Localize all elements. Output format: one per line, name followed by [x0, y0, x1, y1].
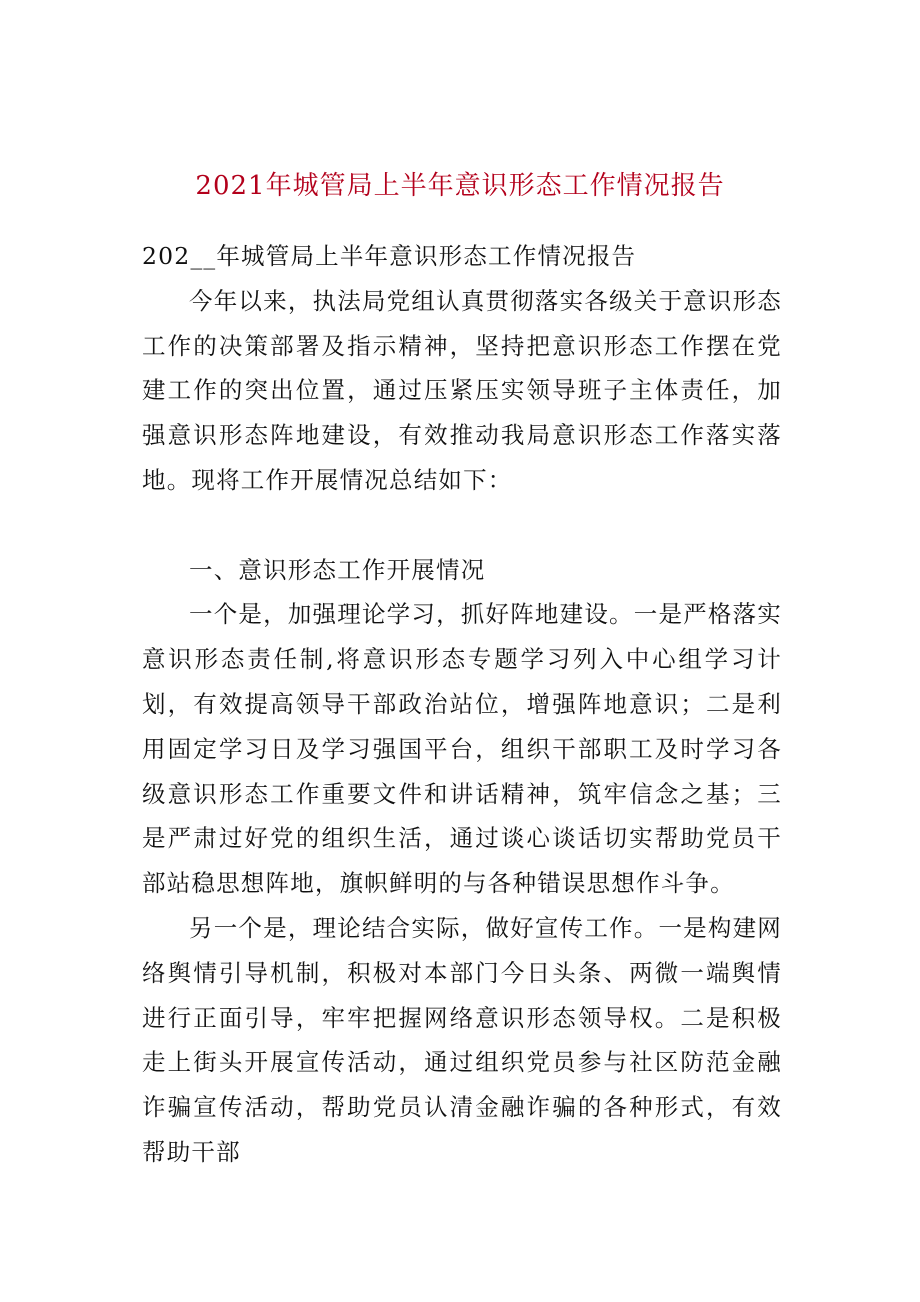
body-paragraph: 另一个是，理论结合实际，做好宣传工作。一是构建网络舆情引导机制，积极对本部门今日头条、两微一端舆情进行正面引导，牢牢把握网络意识形态领导权。二是积极走上街头开展宣传活动，通过组织党员参与社区防范金融诈骗宣传活动，帮助党员认清金融诈骗的各种形式，有效帮助干部: [142, 913, 782, 1166]
document-subtitle: 202__年城管局上半年意识形态工作情况报告: [142, 242, 637, 270]
document-body: [142, 234, 782, 1175]
section-heading: 一、意识形态工作开展情况: [189, 555, 486, 584]
body-paragraph: 一个是，加强理论学习，抓好阵地建设。一是严格落实意识形态责任制,将意识形态专题学习列入中心组学习计划，有效提高领导干部政治站位，增强阵地意识；二是利用固定学习日及学习强国平台，组织干部职工及时学习各级意识形态工作重要文件和讲话精神，筑牢信念之基；三是严肃过好党的组织生活，通过谈心谈话切实帮助党员干部站稳思想阵地，旗帜鲜明的与各种错误思想作斗争。: [142, 600, 782, 898]
document-title: 2021年城管局上半年意识形态工作情况报告: [195, 171, 725, 201]
intro-paragraph: 今年以来，执法局党组认真贯彻落实各级关于意识形态工作的决策部署及指示精神，坚持把意识形态工作摆在党建工作的突出位置，通过压紧压实领导班子主体责任，加强意识形态阵地建设，有效推动我局意识形态工作落实落地。现将工作开展情况总结如下：: [142, 286, 782, 494]
